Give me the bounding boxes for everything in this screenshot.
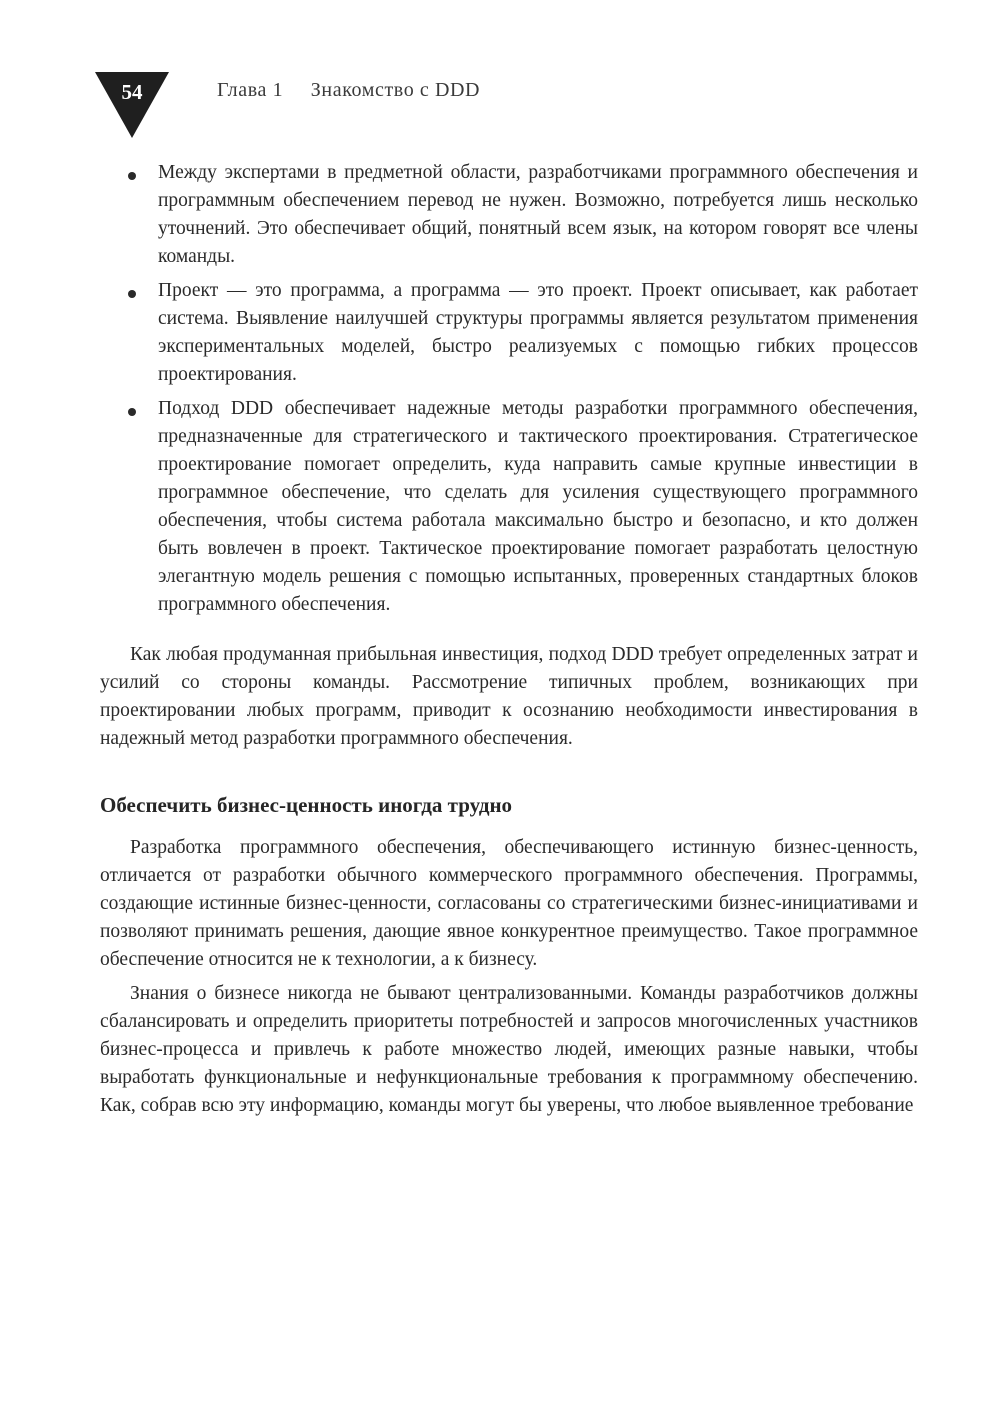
bullet-dot-icon [128,290,136,298]
chapter-title: Знакомство с DDD [310,79,481,101]
body-paragraph: Знания о бизнесе никогда не бывают централизованными. Команды разработчиков должны сбалансировать и определить приоритеты потребностей и запросов многочисленных участников бизнес-процесса и привлечь к работе множество людей, имеющих разные навыки, чтобы выработать функциональные и нефункциональные требования к программному обеспечению. Как, собрав всю эту информацию, команды могут бы уверены, что любое выявленное требование [100,983,918,1116]
bullet-list [100,159,918,619]
chapter-label: Глава 1 [217,79,284,101]
bullet-item [100,277,918,389]
section-heading: Обеспечить бизнес-ценность иногда трудно [100,793,513,817]
bullet-item [100,395,918,619]
bullet-dot-icon [128,408,136,416]
body-paragraph: Как любая продуманная прибыльная инвестиция, подход DDD требует определенных затрат и усилий со стороны команды. Рассмотрение типичных проблем, возникающих при проектировании любых программ, приводит к осознанию необходимости инвестирования в надежный метод разработки программного обеспечения. [100,644,918,749]
bullet-item [100,159,918,271]
bullet-text: Между экспертами в предметной области, разработчиками программного обеспечения и программным обеспечением перевод не нужен. Возможно, потребуется лишь несколько уточнений. Это обеспечивает общий, понятный всем язык, на котором говорят все члены команды. [158,162,918,267]
body-paragraph: Разработка программного обеспечения, обеспечивающего истинную бизнес-ценность, отличается от разработки обычного коммерческого программного обеспечения. Программы, создающие истинные бизнес-ценности, согласованы со стратегическими бизнес-инициативами и позволяют принимать решения, дающие явное конкурентное преимущество. Такое программное обеспечение относится не к технологии, а к бизнесу. [100,837,918,970]
page-number-marker [95,72,169,138]
bullet-text: Проект — это программа, а программа — это проект. Проект описывает, как работает система. Выявление наилучшей структуры программы является результатом применения экспериментальных моделей, быстро реализуемых с помощью гибких процессов проектирования. [158,280,918,385]
page-number: 54 [121,80,143,104]
bullet-dot-icon [128,172,136,180]
page-body [100,159,918,1120]
bullet-text: Подход DDD обеспечивает надежные методы разработки программного обеспечения, предназначенные для стратегического и тактического проектирования. Стратегическое проектирование помогает определить, куда направить самые крупные инвестиции в программное обеспечение, что сделать для усиления существующего программного обеспечения, чтобы система работала максимально быстро и безопасно, и кто должен быть вовлечен в проект. Тактическое проектирование помогает разработать целостную элегантную модель решения с помощью испытанных, проверенных стандартных блоков программного обеспечения. [158,398,918,615]
running-header [217,79,480,102]
